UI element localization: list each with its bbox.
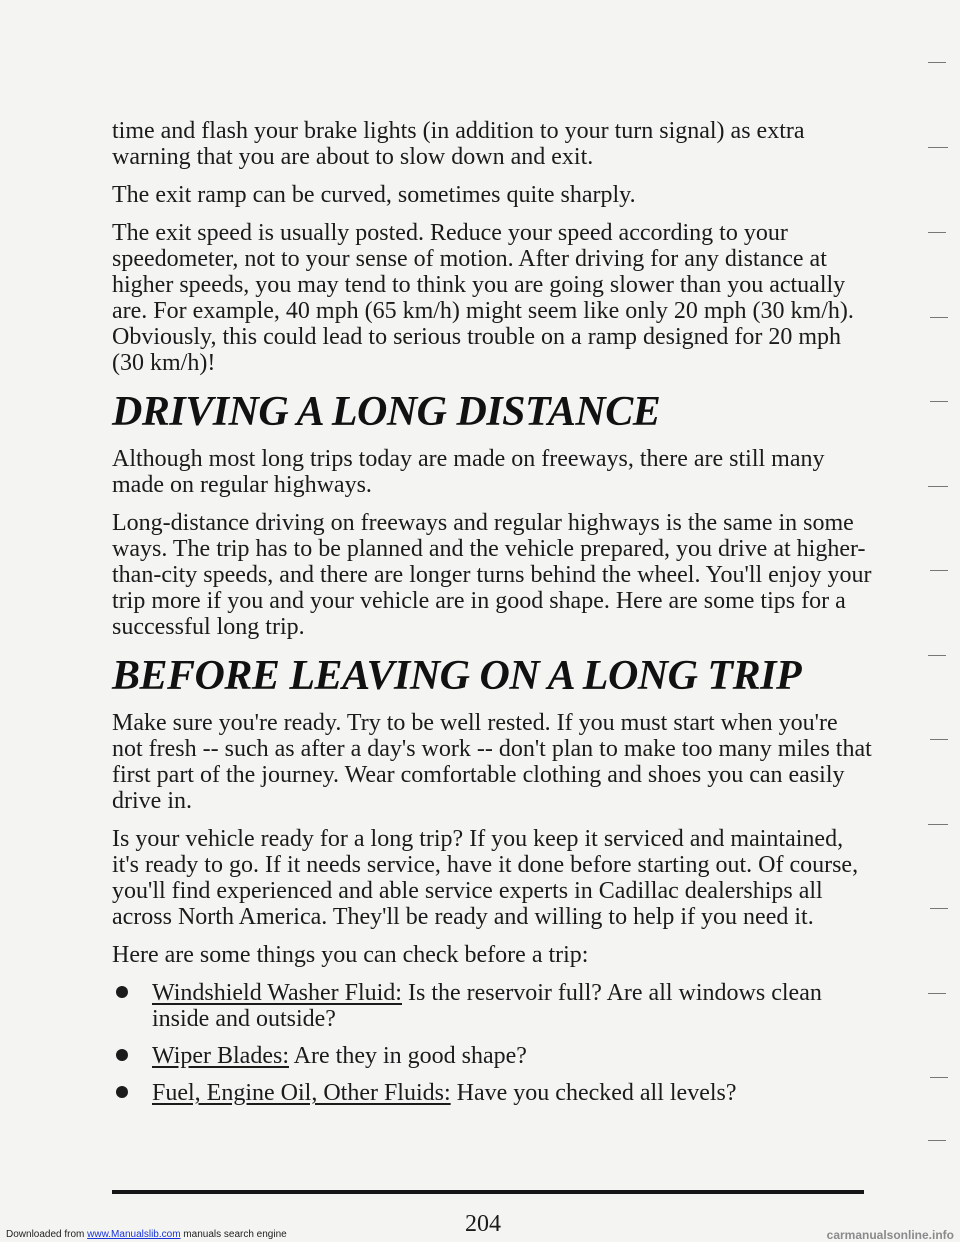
footer-rule bbox=[112, 1190, 864, 1194]
paragraph: Is your vehicle ready for a long trip? If you keep it serviced and maintained, it's ready to go. If it needs service, have it done before starting out. Of course, you'll find experienced and able service experts in Cadillac dealerships all across North America. They'll be ready and willing to help if you need it. bbox=[112, 826, 859, 930]
bullet-term: Fuel, Engine Oil, Other Fluids: bbox=[152, 1080, 451, 1106]
margin-mark bbox=[928, 62, 946, 63]
footer-prefix: Downloaded from bbox=[6, 1229, 88, 1240]
paragraph: Make sure you're ready. Try to be well rested. If you must start when you're not fresh -- such as after a day's work -- don't plan to make too many miles that first part of the journey. Wear comfortable clothing and shoes you can easily drive in. bbox=[112, 710, 872, 814]
margin-mark bbox=[928, 147, 948, 148]
paragraph: time and flash your brake lights (in addition to your turn signal) as extra warning that you are about to slow down and exit. bbox=[112, 118, 805, 170]
bullet-term: Windshield Washer Fluid: bbox=[152, 980, 402, 1006]
bullet-text: Are they in good shape? bbox=[289, 1043, 527, 1069]
list-item bbox=[112, 980, 872, 1032]
margin-mark bbox=[930, 739, 948, 740]
bullet-text: Have you checked all levels? bbox=[450, 1080, 737, 1106]
bullet-text: Is the reservoir full? Are all windows clean inside and outside? bbox=[152, 980, 822, 1032]
margin-mark bbox=[928, 232, 946, 233]
page-number: 204 bbox=[465, 1211, 501, 1237]
section-heading-before-leaving: BEFORE LEAVING ON A LONG TRIP bbox=[112, 653, 802, 699]
bullet-term: Wiper Blades: bbox=[152, 1043, 289, 1069]
margin-mark bbox=[928, 1140, 946, 1141]
bullet-icon bbox=[116, 1049, 128, 1061]
section-heading-driving-long-distance: DRIVING A LONG DISTANCE bbox=[112, 389, 661, 435]
paragraph: Although most long trips today are made on freeways, there are still many made on regular highways. bbox=[112, 446, 825, 498]
bullet-icon bbox=[116, 986, 128, 998]
page-content bbox=[112, 118, 872, 1117]
margin-mark bbox=[930, 401, 948, 402]
margin-mark bbox=[930, 1077, 948, 1078]
margin-mark bbox=[930, 570, 948, 571]
paragraph: The exit ramp can be curved, sometimes quite sharply. bbox=[112, 182, 636, 208]
manualslib-link[interactable]: www.Manualslib.com bbox=[87, 1229, 181, 1240]
margin-mark bbox=[930, 317, 948, 318]
paragraph: Here are some things you can check before a trip: bbox=[112, 942, 589, 968]
margin-mark bbox=[928, 993, 946, 994]
paragraph: Long-distance driving on freeways and regular highways is the same in some ways. The trip has to be planned and the vehicle prepared, you drive at higher-than-city speeds, and there are longer turns behind the wheel. You'll enjoy your trip more if you and your vehicle are in good shape. Here are some tips for a successful long trip. bbox=[112, 510, 872, 640]
watermark: carmanualsonline.info bbox=[826, 1228, 954, 1242]
margin-mark bbox=[930, 908, 948, 909]
bullet-icon bbox=[116, 1086, 128, 1098]
footer-suffix: manuals search engine bbox=[180, 1229, 287, 1240]
checklist bbox=[112, 980, 872, 1106]
download-footer bbox=[6, 1229, 287, 1240]
list-item bbox=[112, 1043, 872, 1069]
paragraph: The exit speed is usually posted. Reduce your speed according to your speedometer, not to your sense of motion. After driving for any distance at higher speeds, you may tend to think you are going slower than you actually are. For example, 40 mph (65 km/h) might seem like only 20 mph (30 km/h). Obviously, this could lead to serious trouble on a ramp designed for 20 mph (30 km/h)! bbox=[112, 220, 854, 376]
margin-mark bbox=[928, 824, 948, 825]
margin-mark bbox=[928, 655, 946, 656]
list-item bbox=[112, 1080, 872, 1106]
margin-mark bbox=[928, 486, 948, 487]
